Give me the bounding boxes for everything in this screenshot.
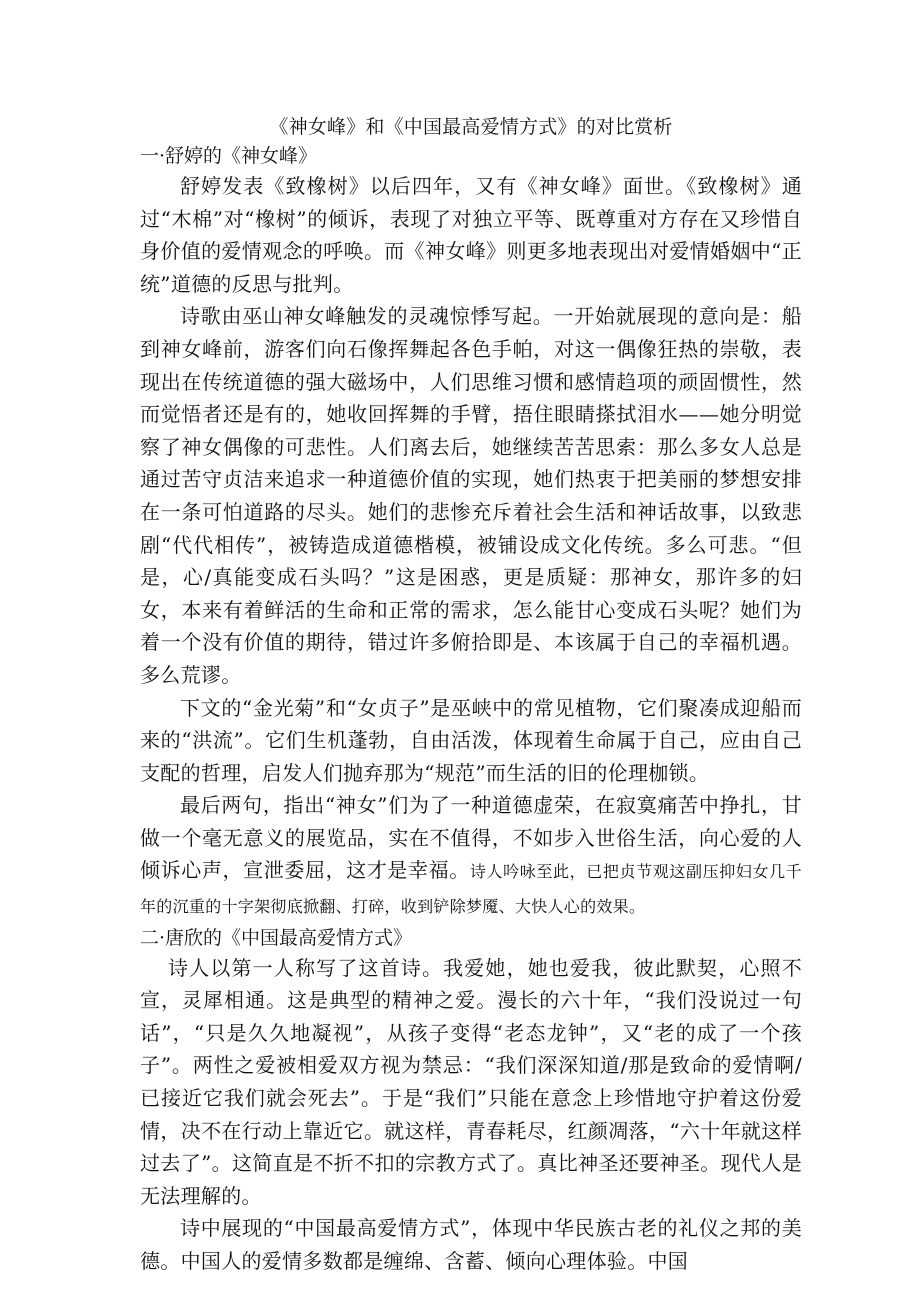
document-body (140, 112, 802, 1278)
paragraph-2: 诗歌由巫山神女峰触发的灵魂惊悸写起。一开始就展现的意向是：船到神女峰前，游客们向石像挥舞起各色手帕，对这一偶像狂热的崇敬，表现出在传统道德的强大磁场中，人们思维习惯和感情趋项的顽固惯性，然而觉悟者还是有的，她收回挥舞的手臂，捂住眼睛搽拭泪水——她分明觉察了神女偶像的可悲性。人们离去后，她继续苦苦思索：那么多女人总是通过苦守贞洁来追求一种道德价值的实现，她们热衷于把美丽的梦想安排在一条可怕道路的尽头。她们的悲惨充斥着社会生活和神话故事，以致悲剧“代代相传”，被铸造成道德楷模，被铺设成文化传统。多么可悲。“但是，心/真能变成石头吗？”这是困惑，更是质疑：那神女，那许多的妇女，本来有着鲜活的生命和正常的需求，怎么能甘心变成石头呢？她们为着一个没有价值的期待，错过许多俯拾即是、本该属于自己的幸福机遇。多么荒谬。 (140, 304, 802, 687)
document-title: 《神女峰》和《中国最高爱情方式》的对比赏析 (269, 116, 673, 138)
section-heading-1: 一·舒婷的《神女峰》 (140, 145, 318, 167)
paragraph-4-small: 诗人吟咏至此，已把贞节观这副压抑妇女几千年的沉重的十字架彻底掀翻、打碎，收到铲除梦魇、大快人心的效果。 (140, 862, 802, 917)
paragraph-4 (140, 789, 802, 923)
paragraph-5: 诗人以第一人称写了这首诗。我爱她，她也爱我，彼此默契，心照不宣，灵犀相通。这是典型的精神之爱。漫长的六十年，“我们没说过一句话”，“只是久久地凝视”，从孩子变得“老态龙钟”，又“老的成了一个孩子”。两性之爱被相爱双方视为禁忌：“我们深深知道/那是致命的爱情啊/已接近它我们就会死去”。于是“我们”只能在意念上珍惜地守护着这份爱情，决不在行动上靠近它。就这样，青春耗尽，红颜凋落，“六十年就这样过去了”。这简直是不折不扣的宗教方式了。真比神圣还要神圣。现代人是无法理解的。 (140, 955, 802, 1208)
paragraph-6: 诗中展现的“中国最高爱情方式”，体现中华民族古老的礼仪之邦的美德。中国人的爱情多数都是缠绵、含蓄、倾向心理体验。中国 (140, 1216, 802, 1273)
paragraph-1: 舒婷发表《致橡树》以后四年，又有《神女峰》面世。《致橡树》通过“木棉”对“橡树”的倾诉，表现了对独立平等、既尊重对方存在又珍惜自身价值的爱情观念的呼唤。而《神女峰》则更多地表现出对爱情婚姻中“正统”道德的反思与批判。 (140, 174, 802, 296)
paragraph-3: 下文的“金光菊”和“女贞子”是巫峡中的常见植物，它们聚凑成迎船而来的“洪流”。它们生机蓬勃，自由活泼，体现着生命属于自己，应由自己支配的哲理，启发人们抛弃那为“规范”而生活的旧的伦理枷锁。 (140, 695, 802, 785)
paragraph-4-main: 最后两句，指出“神女”们为了一种道德虚荣，在寂寞痛苦中挣扎，甘做一个毫无意义的展览品，实在不值得，不如步入世俗生活，向心爱的人倾诉心声，宣泄委屈，这才是幸福。 (140, 793, 802, 883)
section-heading-2: 二·唐欣的《中国最高爱情方式》 (140, 926, 413, 949)
